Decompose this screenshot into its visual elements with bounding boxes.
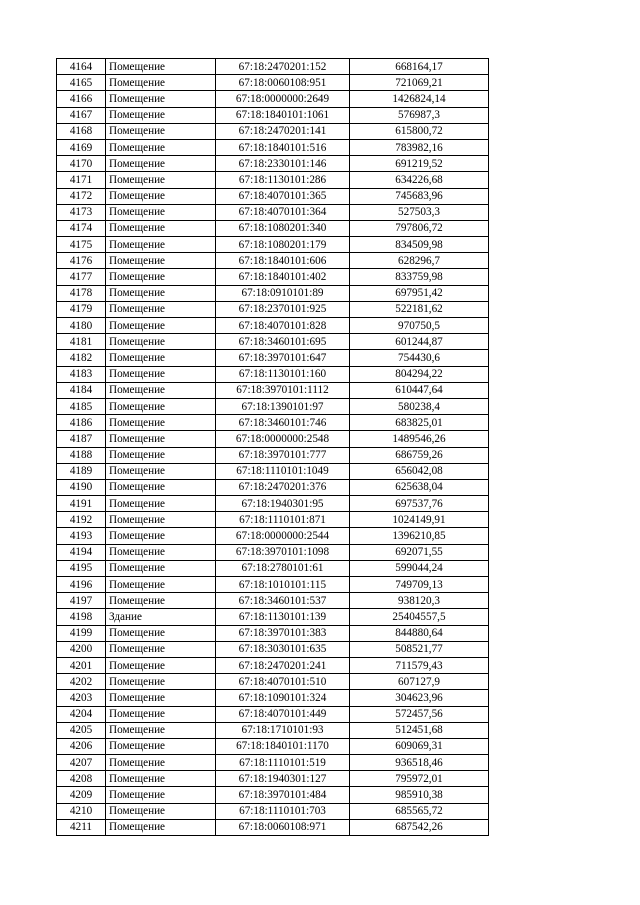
table-row — [57, 318, 489, 334]
cadastral-number-cell: 67:18:3970101:1112 — [216, 382, 350, 398]
object-type-cell: Помещение — [106, 771, 216, 787]
cadastral-number-cell: 67:18:4070101:449 — [216, 706, 350, 722]
cadastral-value-cell: 686759,26 — [350, 447, 489, 463]
cadastral-number-cell: 67:18:1110101:519 — [216, 755, 350, 771]
row-number-cell: 4205 — [57, 722, 106, 738]
table-row — [57, 398, 489, 414]
row-number-cell: 4192 — [57, 512, 106, 528]
object-type-cell: Помещение — [106, 350, 216, 366]
object-type-cell: Помещение — [106, 512, 216, 528]
cadastral-value-cell: 601244,87 — [350, 334, 489, 350]
table-row — [57, 366, 489, 382]
cadastral-value-cell: 512451,68 — [350, 722, 489, 738]
object-type-cell: Помещение — [106, 188, 216, 204]
cadastral-number-cell: 67:18:1840101:1061 — [216, 107, 350, 123]
cadastral-value-cell: 692071,55 — [350, 544, 489, 560]
table-row — [57, 755, 489, 771]
row-number-cell: 4174 — [57, 220, 106, 236]
cadastral-value-cell: 683825,01 — [350, 415, 489, 431]
cadastral-value-cell: 304623,96 — [350, 690, 489, 706]
cadastral-value-cell: 745683,96 — [350, 188, 489, 204]
cadastral-value-cell: 749709,13 — [350, 577, 489, 593]
cadastral-value-cell: 691219,52 — [350, 156, 489, 172]
row-number-cell: 4208 — [57, 771, 106, 787]
object-type-cell: Помещение — [106, 577, 216, 593]
object-type-cell: Помещение — [106, 59, 216, 75]
object-type-cell: Помещение — [106, 787, 216, 803]
row-number-cell: 4182 — [57, 350, 106, 366]
row-number-cell: 4197 — [57, 593, 106, 609]
object-type-cell: Здание — [106, 609, 216, 625]
row-number-cell: 4195 — [57, 560, 106, 576]
cadastral-value-cell: 668164,17 — [350, 59, 489, 75]
cadastral-number-cell: 67:18:1130101:160 — [216, 366, 350, 382]
table-row — [57, 544, 489, 560]
cadastral-value-cell: 1426824,14 — [350, 91, 489, 107]
object-type-cell: Помещение — [106, 156, 216, 172]
row-number-cell: 4176 — [57, 253, 106, 269]
table-row — [57, 593, 489, 609]
row-number-cell: 4181 — [57, 334, 106, 350]
table-row — [57, 172, 489, 188]
row-number-cell: 4193 — [57, 528, 106, 544]
table-row — [57, 722, 489, 738]
object-type-cell: Помещение — [106, 463, 216, 479]
cadastral-number-cell: 67:18:3460101:537 — [216, 593, 350, 609]
row-number-cell: 4203 — [57, 690, 106, 706]
row-number-cell: 4166 — [57, 91, 106, 107]
cadastral-number-cell: 67:18:1010101:115 — [216, 577, 350, 593]
cadastral-value-cell: 685565,72 — [350, 803, 489, 819]
object-type-cell: Помещение — [106, 674, 216, 690]
table-row — [57, 819, 489, 835]
row-number-cell: 4189 — [57, 463, 106, 479]
object-type-cell: Помещение — [106, 398, 216, 414]
cadastral-value-cell: 634226,68 — [350, 172, 489, 188]
row-number-cell: 4172 — [57, 188, 106, 204]
table-row — [57, 496, 489, 512]
object-type-cell: Помещение — [106, 285, 216, 301]
cadastral-number-cell: 67:18:4070101:365 — [216, 188, 350, 204]
table-row — [57, 350, 489, 366]
object-type-cell: Помещение — [106, 755, 216, 771]
row-number-cell: 4180 — [57, 318, 106, 334]
object-type-cell: Помещение — [106, 139, 216, 155]
row-number-cell: 4206 — [57, 738, 106, 754]
table-row — [57, 415, 489, 431]
cadastral-value-cell: 833759,98 — [350, 269, 489, 285]
object-type-cell: Помещение — [106, 366, 216, 382]
table-row — [57, 625, 489, 641]
row-number-cell: 4178 — [57, 285, 106, 301]
object-type-cell: Помещение — [106, 690, 216, 706]
cadastral-number-cell: 67:18:4070101:364 — [216, 204, 350, 220]
cadastral-number-cell: 67:18:1710101:93 — [216, 722, 350, 738]
row-number-cell: 4199 — [57, 625, 106, 641]
cadastral-value-cell: 844880,64 — [350, 625, 489, 641]
table-row — [57, 706, 489, 722]
row-number-cell: 4207 — [57, 755, 106, 771]
table-row — [57, 738, 489, 754]
object-type-cell: Помещение — [106, 382, 216, 398]
row-number-cell: 4179 — [57, 301, 106, 317]
cadastral-number-cell: 67:18:1840101:402 — [216, 269, 350, 285]
cadastral-value-cell: 572457,56 — [350, 706, 489, 722]
cadastral-number-cell: 67:18:2470201:241 — [216, 657, 350, 673]
cadastral-number-cell: 67:18:1090101:324 — [216, 690, 350, 706]
cadastral-value-cell: 1024149,91 — [350, 512, 489, 528]
table-row — [57, 75, 489, 91]
cadastral-number-cell: 67:18:3460101:695 — [216, 334, 350, 350]
cadastral-number-cell: 67:18:3970101:1098 — [216, 544, 350, 560]
table-row — [57, 528, 489, 544]
cadastral-number-cell: 67:18:1110101:1049 — [216, 463, 350, 479]
row-number-cell: 4209 — [57, 787, 106, 803]
table-row — [57, 237, 489, 253]
table-row — [57, 123, 489, 139]
object-type-cell: Помещение — [106, 657, 216, 673]
cadastral-number-cell: 67:18:1840101:1170 — [216, 738, 350, 754]
row-number-cell: 4200 — [57, 641, 106, 657]
row-number-cell: 4171 — [57, 172, 106, 188]
cadastral-value-cell: 795972,01 — [350, 771, 489, 787]
table-row — [57, 577, 489, 593]
row-number-cell: 4211 — [57, 819, 106, 835]
table-row — [57, 690, 489, 706]
cadastral-number-cell: 67:18:2780101:61 — [216, 560, 350, 576]
object-type-cell: Помещение — [106, 91, 216, 107]
cadastral-number-cell: 67:18:1840101:606 — [216, 253, 350, 269]
object-type-cell: Помещение — [106, 706, 216, 722]
object-type-cell: Помещение — [106, 269, 216, 285]
cadastral-value-cell: 1396210,85 — [350, 528, 489, 544]
cadastral-number-cell: 67:18:1110101:703 — [216, 803, 350, 819]
object-type-cell: Помещение — [106, 819, 216, 835]
row-number-cell: 4190 — [57, 479, 106, 495]
row-number-cell: 4173 — [57, 204, 106, 220]
cadastral-number-cell: 67:18:2470201:141 — [216, 123, 350, 139]
cadastral-number-cell: 67:18:1080201:179 — [216, 237, 350, 253]
property-table-body — [57, 59, 489, 836]
object-type-cell: Помещение — [106, 172, 216, 188]
object-type-cell: Помещение — [106, 528, 216, 544]
cadastral-value-cell: 804294,22 — [350, 366, 489, 382]
cadastral-number-cell: 67:18:1110101:871 — [216, 512, 350, 528]
table-row — [57, 560, 489, 576]
row-number-cell: 4167 — [57, 107, 106, 123]
object-type-cell: Помещение — [106, 431, 216, 447]
table-row — [57, 269, 489, 285]
object-type-cell: Помещение — [106, 593, 216, 609]
table-row — [57, 382, 489, 398]
cadastral-number-cell: 67:18:0060108:951 — [216, 75, 350, 91]
table-row — [57, 301, 489, 317]
table-row — [57, 139, 489, 155]
cadastral-number-cell: 67:18:3030101:635 — [216, 641, 350, 657]
table-row — [57, 657, 489, 673]
object-type-cell: Помещение — [106, 253, 216, 269]
table-row — [57, 204, 489, 220]
cadastral-value-cell: 628296,7 — [350, 253, 489, 269]
cadastral-number-cell: 67:18:2370101:925 — [216, 301, 350, 317]
cadastral-value-cell: 656042,08 — [350, 463, 489, 479]
cadastral-value-cell: 936518,46 — [350, 755, 489, 771]
table-row — [57, 107, 489, 123]
cadastral-number-cell: 67:18:1080201:340 — [216, 220, 350, 236]
cadastral-number-cell: 67:18:4070101:828 — [216, 318, 350, 334]
cadastral-number-cell: 67:18:0000000:2548 — [216, 431, 350, 447]
cadastral-value-cell: 697951,42 — [350, 285, 489, 301]
cadastral-value-cell: 522181,62 — [350, 301, 489, 317]
row-number-cell: 4164 — [57, 59, 106, 75]
row-number-cell: 4194 — [57, 544, 106, 560]
cadastral-number-cell: 67:18:2470201:152 — [216, 59, 350, 75]
row-number-cell: 4168 — [57, 123, 106, 139]
row-number-cell: 4165 — [57, 75, 106, 91]
table-row — [57, 512, 489, 528]
cadastral-number-cell: 67:18:3460101:746 — [216, 415, 350, 431]
table-row — [57, 59, 489, 75]
row-number-cell: 4169 — [57, 139, 106, 155]
table-row — [57, 787, 489, 803]
object-type-cell: Помещение — [106, 415, 216, 431]
cadastral-number-cell: 67:18:1840101:516 — [216, 139, 350, 155]
row-number-cell: 4210 — [57, 803, 106, 819]
cadastral-number-cell: 67:18:1940301:127 — [216, 771, 350, 787]
cadastral-number-cell: 67:18:0910101:89 — [216, 285, 350, 301]
cadastral-value-cell: 721069,21 — [350, 75, 489, 91]
row-number-cell: 4196 — [57, 577, 106, 593]
table-row — [57, 253, 489, 269]
row-number-cell: 4201 — [57, 657, 106, 673]
cadastral-number-cell: 67:18:0060108:971 — [216, 819, 350, 835]
row-number-cell: 4191 — [57, 496, 106, 512]
table-row — [57, 609, 489, 625]
cadastral-number-cell: 67:18:1130101:139 — [216, 609, 350, 625]
table-row — [57, 334, 489, 350]
table-row — [57, 479, 489, 495]
cadastral-value-cell: 697537,76 — [350, 496, 489, 512]
cadastral-value-cell: 970750,5 — [350, 318, 489, 334]
table-row — [57, 188, 489, 204]
row-number-cell: 4187 — [57, 431, 106, 447]
cadastral-number-cell: 67:18:2470201:376 — [216, 479, 350, 495]
cadastral-value-cell: 711579,43 — [350, 657, 489, 673]
table-row — [57, 674, 489, 690]
object-type-cell: Помещение — [106, 479, 216, 495]
object-type-cell: Помещение — [106, 318, 216, 334]
row-number-cell: 4188 — [57, 447, 106, 463]
row-number-cell: 4198 — [57, 609, 106, 625]
cadastral-number-cell: 67:18:4070101:510 — [216, 674, 350, 690]
cadastral-value-cell: 985910,38 — [350, 787, 489, 803]
cadastral-value-cell: 754430,6 — [350, 350, 489, 366]
cadastral-value-cell: 25404557,5 — [350, 609, 489, 625]
object-type-cell: Помещение — [106, 496, 216, 512]
cadastral-number-cell: 67:18:1940301:95 — [216, 496, 350, 512]
row-number-cell: 4184 — [57, 382, 106, 398]
cadastral-value-cell: 1489546,26 — [350, 431, 489, 447]
cadastral-value-cell: 783982,16 — [350, 139, 489, 155]
cadastral-number-cell: 67:18:3970101:777 — [216, 447, 350, 463]
object-type-cell: Помещение — [106, 334, 216, 350]
table-row — [57, 91, 489, 107]
cadastral-value-cell: 527503,3 — [350, 204, 489, 220]
row-number-cell: 4170 — [57, 156, 106, 172]
cadastral-number-cell: 67:18:2330101:146 — [216, 156, 350, 172]
table-row — [57, 771, 489, 787]
object-type-cell: Помещение — [106, 123, 216, 139]
cadastral-value-cell: 938120,3 — [350, 593, 489, 609]
row-number-cell: 4177 — [57, 269, 106, 285]
table-row — [57, 285, 489, 301]
object-type-cell: Помещение — [106, 560, 216, 576]
table-row — [57, 431, 489, 447]
cadastral-value-cell: 834509,98 — [350, 237, 489, 253]
cadastral-number-cell: 67:18:0000000:2649 — [216, 91, 350, 107]
table-row — [57, 803, 489, 819]
object-type-cell: Помещение — [106, 301, 216, 317]
object-type-cell: Помещение — [106, 220, 216, 236]
table-row — [57, 463, 489, 479]
row-number-cell: 4185 — [57, 398, 106, 414]
cadastral-number-cell: 67:18:1130101:286 — [216, 172, 350, 188]
cadastral-value-cell: 508521,77 — [350, 641, 489, 657]
row-number-cell: 4202 — [57, 674, 106, 690]
cadastral-value-cell: 609069,31 — [350, 738, 489, 754]
row-number-cell: 4186 — [57, 415, 106, 431]
object-type-cell: Помещение — [106, 75, 216, 91]
cadastral-value-cell: 625638,04 — [350, 479, 489, 495]
object-type-cell: Помещение — [106, 722, 216, 738]
cadastral-number-cell: 67:18:1390101:97 — [216, 398, 350, 414]
cadastral-number-cell: 67:18:0000000:2544 — [216, 528, 350, 544]
object-type-cell: Помещение — [106, 803, 216, 819]
object-type-cell: Помещение — [106, 107, 216, 123]
cadastral-number-cell: 67:18:3970101:383 — [216, 625, 350, 641]
cadastral-number-cell: 67:18:3970101:647 — [216, 350, 350, 366]
object-type-cell: Помещение — [106, 237, 216, 253]
row-number-cell: 4183 — [57, 366, 106, 382]
object-type-cell: Помещение — [106, 544, 216, 560]
object-type-cell: Помещение — [106, 641, 216, 657]
table-row — [57, 641, 489, 657]
property-table — [56, 58, 489, 836]
cadastral-value-cell: 687542,26 — [350, 819, 489, 835]
object-type-cell: Помещение — [106, 625, 216, 641]
table-row — [57, 220, 489, 236]
object-type-cell: Помещение — [106, 447, 216, 463]
cadastral-value-cell: 607127,9 — [350, 674, 489, 690]
cadastral-value-cell: 576987,3 — [350, 107, 489, 123]
table-row — [57, 156, 489, 172]
cadastral-value-cell: 599044,24 — [350, 560, 489, 576]
object-type-cell: Помещение — [106, 738, 216, 754]
object-type-cell: Помещение — [106, 204, 216, 220]
cadastral-value-cell: 797806,72 — [350, 220, 489, 236]
table-row — [57, 447, 489, 463]
cadastral-number-cell: 67:18:3970101:484 — [216, 787, 350, 803]
cadastral-value-cell: 615800,72 — [350, 123, 489, 139]
cadastral-value-cell: 580238,4 — [350, 398, 489, 414]
row-number-cell: 4204 — [57, 706, 106, 722]
cadastral-value-cell: 610447,64 — [350, 382, 489, 398]
row-number-cell: 4175 — [57, 237, 106, 253]
